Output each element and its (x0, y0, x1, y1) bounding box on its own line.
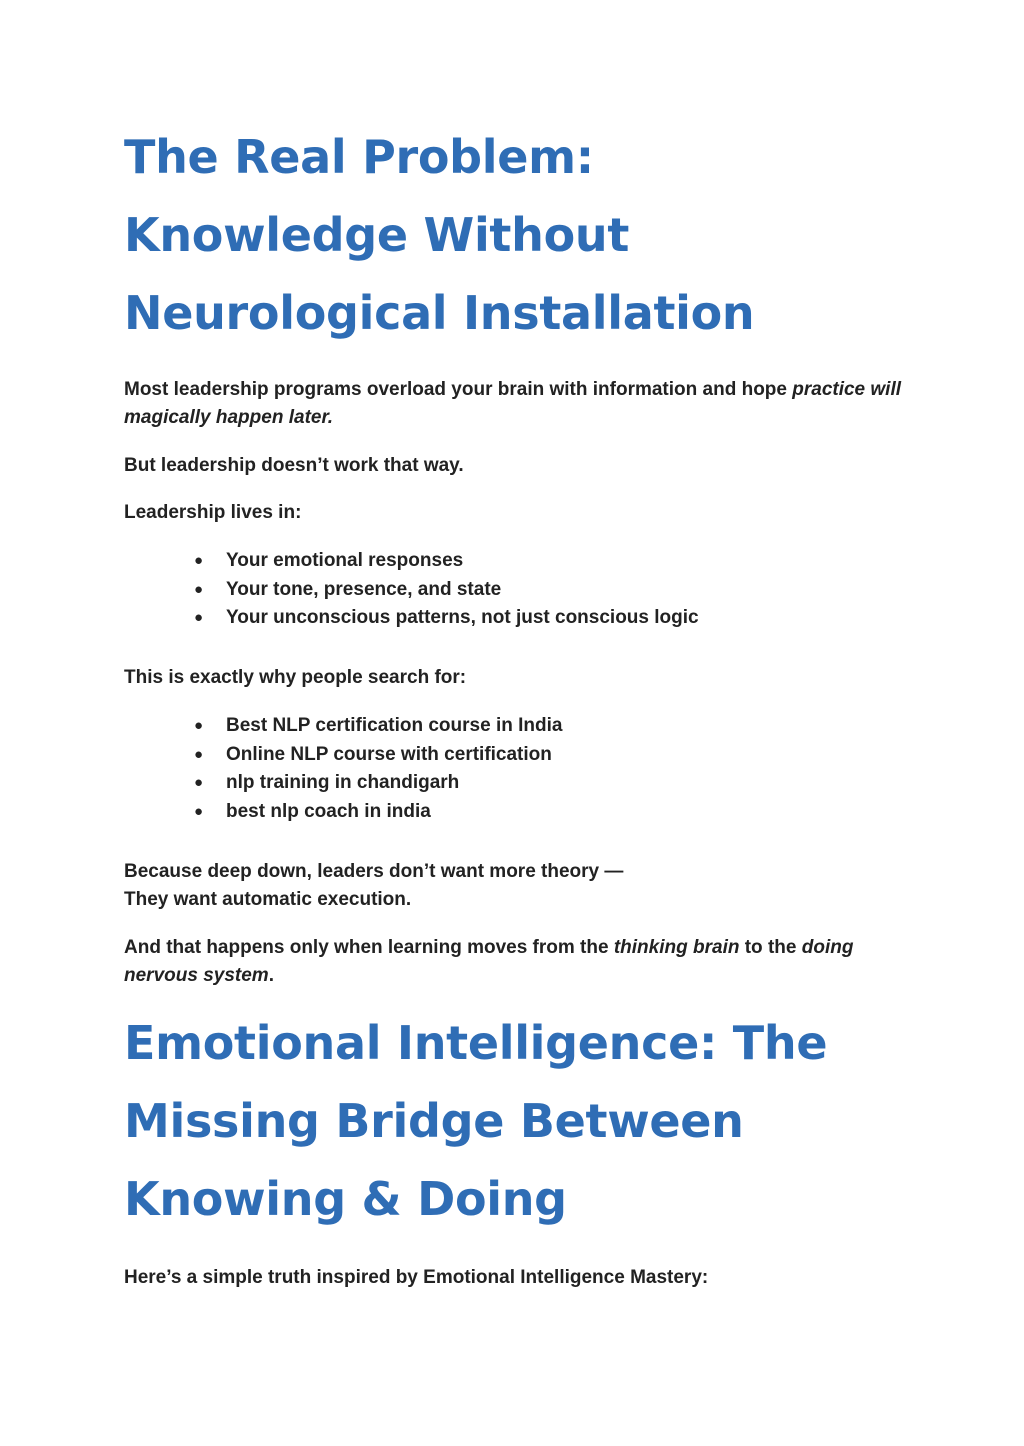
paragraph-line: Because deep down, leaders don’t want more theory — (124, 861, 624, 882)
intro-emphasis: practice will magically happen later. (124, 379, 902, 428)
paragraph-thinking-brain (124, 934, 904, 990)
paragraph-leadership-way: But leadership doesn’t work that way. (124, 455, 464, 476)
list-item (194, 798, 562, 827)
heading-line: Emotional Intelligence: The (124, 1016, 828, 1070)
section-heading-emotional-intelligence (124, 1004, 904, 1238)
paragraph-text: to the (739, 937, 802, 958)
list-item-text: Your emotional responses (226, 550, 464, 571)
list-item (194, 712, 562, 741)
list-item-text: Best NLP certification course in India (226, 715, 563, 736)
paragraph-leadership-lives: Leadership lives in: (124, 502, 302, 523)
bullet-icon: ● (194, 717, 204, 734)
list-item-text: Your unconscious patterns, not just conscious logic (226, 607, 699, 628)
heading-line: Missing Bridge Between (124, 1094, 744, 1148)
bullet-icon: ● (194, 552, 204, 569)
heading-line: The Real Problem: (124, 130, 594, 184)
paragraph-text: . (268, 965, 274, 986)
leadership-list (194, 547, 699, 633)
paragraph-people-search: This is exactly why people search for: (124, 667, 467, 688)
list-item (194, 547, 699, 576)
list-item (194, 604, 699, 633)
list-item-text: Online NLP course with certification (226, 743, 552, 765)
bullet-icon: ● (194, 580, 204, 598)
list-item-text: nlp training in chandigarh (226, 772, 460, 793)
section-heading-real-problem (124, 118, 904, 352)
emphasis-text: thinking brain (613, 937, 740, 958)
bullet-icon: ● (194, 609, 204, 626)
intro-paragraph (124, 376, 904, 432)
bullet-icon: ● (194, 774, 204, 791)
paragraph-deep-down (124, 858, 904, 914)
paragraph-text: And that happens only when learning moves from the (124, 937, 614, 958)
list-item (194, 576, 699, 605)
paragraph-line: They want automatic execution. (124, 889, 412, 910)
bullet-icon: ● (194, 802, 204, 820)
paragraph-simple-truth: Here’s a simple truth inspired by Emotional Intelligence Mastery: (124, 1267, 709, 1288)
list-item (194, 769, 562, 798)
intro-text: Most leadership programs overload your brain with information and hope (124, 379, 793, 400)
list-item (194, 741, 562, 770)
list-item-text: Your tone, presence, and state (226, 578, 502, 600)
list-item-text: best nlp coach in india (226, 800, 431, 822)
emphasis-text: doing nervous system (124, 937, 854, 986)
search-terms-list (194, 712, 562, 826)
bullet-icon: ● (194, 745, 204, 763)
heading-line: Knowing & Doing (124, 1172, 567, 1226)
heading-line: Knowledge Without (124, 208, 630, 262)
heading-line: Neurological Installation (124, 286, 755, 340)
